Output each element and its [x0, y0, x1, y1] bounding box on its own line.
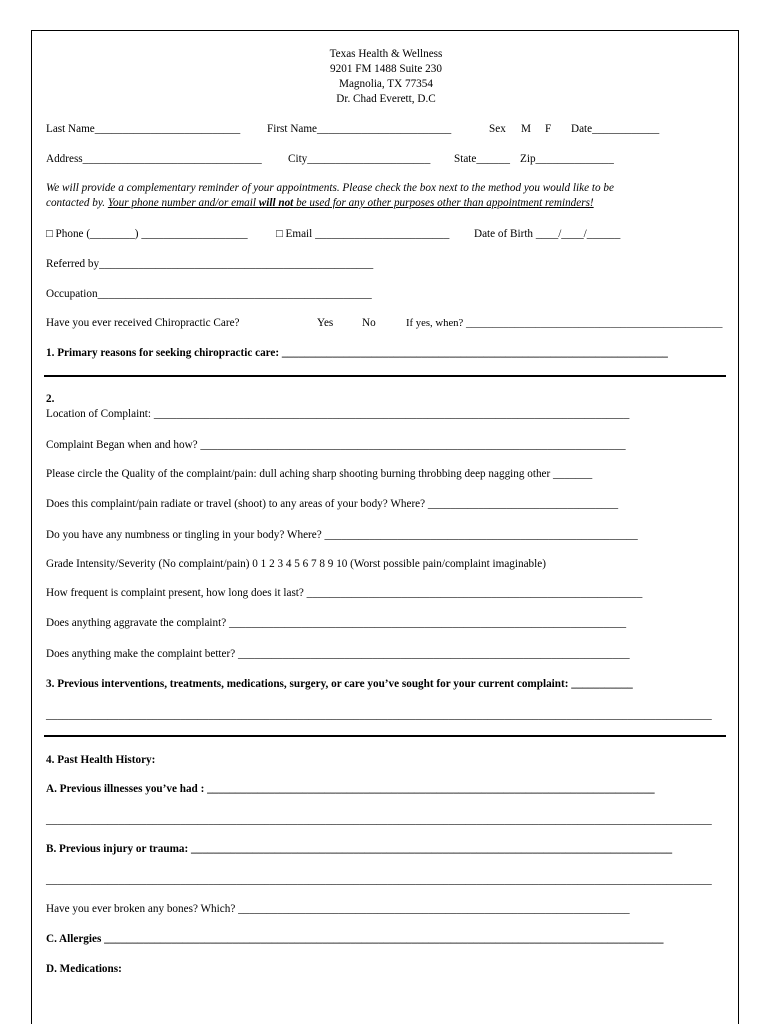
- pain-quality-options[interactable]: Please circle the Quality of the complaint/pain: dull aching sharp shooting burning throbbing deep nagging other _______: [46, 468, 593, 480]
- numbness-field[interactable]: Do you have any numbness or tingling in your body? Where? ________________________________________________________: [46, 529, 638, 541]
- aggravate-field[interactable]: Does anything aggravate the complaint? _______________________________________________________________________: [46, 617, 627, 629]
- email-checkbox-field[interactable]: □ Email ________________________: [276, 228, 450, 240]
- broken-bones-field[interactable]: Have you ever broken any bones? Which? ______________________________________________________________________: [46, 903, 630, 915]
- clinic-city: Magnolia, TX 77354: [339, 78, 433, 90]
- section-2-number: 2.: [46, 393, 55, 405]
- zip-field[interactable]: Zip______________: [520, 153, 614, 165]
- section-divider-2: [44, 735, 726, 737]
- previous-interventions-field[interactable]: 3. Previous interventions, treatments, medications, surgery, or care you’ve sought for your current complaint: ___________: [46, 678, 633, 690]
- sex-option-m[interactable]: M: [521, 123, 531, 135]
- interventions-blank-line[interactable]: _______________________________________________________________________________________________________________________: [46, 709, 712, 721]
- chiropractic-yes[interactable]: Yes: [317, 317, 334, 329]
- phone-checkbox-field[interactable]: □ Phone (________) ___________________: [46, 228, 248, 240]
- clinic-address: 9201 FM 1488 Suite 230: [330, 63, 442, 75]
- primary-reasons-field[interactable]: 1. Primary reasons for seeking chiropractic care: _____________________________________________________________________: [46, 347, 668, 359]
- state-field[interactable]: State______: [454, 153, 510, 165]
- first-name-field[interactable]: First Name________________________: [267, 123, 452, 135]
- intensity-scale[interactable]: Grade Intensity/Severity (No complaint/pain) 0 1 2 3 4 5 6 7 8 9 10 (Worst possible pain/complaint imaginable): [46, 558, 546, 570]
- complaint-began-field[interactable]: Complaint Began when and how? ____________________________________________________________________________: [46, 439, 626, 451]
- previous-injury-field[interactable]: B. Previous injury or trauma: ______________________________________________________________________________________: [46, 843, 673, 855]
- notice-line-2-d: be used for any other purposes other than appointment reminders!: [293, 197, 594, 209]
- injury-blank-line[interactable]: _______________________________________________________________________________________________________________________: [46, 874, 712, 886]
- clinic-name: Texas Health & Wellness: [329, 48, 443, 60]
- address-field[interactable]: Address________________________________: [46, 153, 262, 165]
- notice-line-1: We will provide a complementary reminder of your appointments. Please check the box next to the method you would like to be: [46, 182, 614, 194]
- sex-label: Sex: [489, 123, 506, 135]
- date-field[interactable]: Date____________: [571, 123, 660, 135]
- occupation-field[interactable]: Occupation_________________________________________________: [46, 288, 372, 300]
- last-name-field[interactable]: Last Name__________________________: [46, 123, 241, 135]
- allergies-field[interactable]: C. Allergies ____________________________________________________________________________________________________: [46, 933, 664, 945]
- section-divider-1: [44, 375, 726, 377]
- sex-option-f[interactable]: F: [545, 123, 552, 135]
- notice-line-2-a: contacted by.: [46, 197, 108, 209]
- doctor-name: Dr. Chad Everett, D.C: [336, 93, 436, 105]
- pain-radiate-field[interactable]: Does this complaint/pain radiate or travel (shoot) to any areas of your body? Where? __________________________________: [46, 498, 619, 510]
- past-health-history-title: 4. Past Health History:: [46, 754, 156, 766]
- notice-line-2: [46, 197, 594, 210]
- notice-line-2-will-not: will not: [258, 197, 294, 209]
- illnesses-blank-line[interactable]: _______________________________________________________________________________________________________________________: [46, 814, 712, 826]
- better-field[interactable]: Does anything make the complaint better? ______________________________________________________________________: [46, 648, 630, 660]
- location-complaint-field[interactable]: Location of Complaint: _____________________________________________________________________________________: [46, 408, 630, 420]
- dob-field[interactable]: Date of Birth ____/____/______: [474, 228, 621, 240]
- previous-illnesses-field[interactable]: A. Previous illnesses you’ve had : ________________________________________________________________________________: [46, 783, 655, 795]
- notice-line-2-b: Your phone number and/or email: [107, 197, 259, 209]
- chiropractic-when-field[interactable]: If yes, when? ________________________________________________: [406, 317, 723, 329]
- chiropractic-no[interactable]: No: [362, 317, 376, 329]
- medications-label: D. Medications:: [46, 963, 122, 975]
- chiropractic-question: Have you ever received Chiropractic Care?: [46, 317, 240, 329]
- intake-form-page: [31, 30, 739, 1024]
- frequency-field[interactable]: How frequent is complaint present, how long does it last? ____________________________________________________________: [46, 587, 643, 599]
- city-field[interactable]: City______________________: [288, 153, 431, 165]
- referred-by-field[interactable]: Referred by_________________________________________________: [46, 258, 374, 270]
